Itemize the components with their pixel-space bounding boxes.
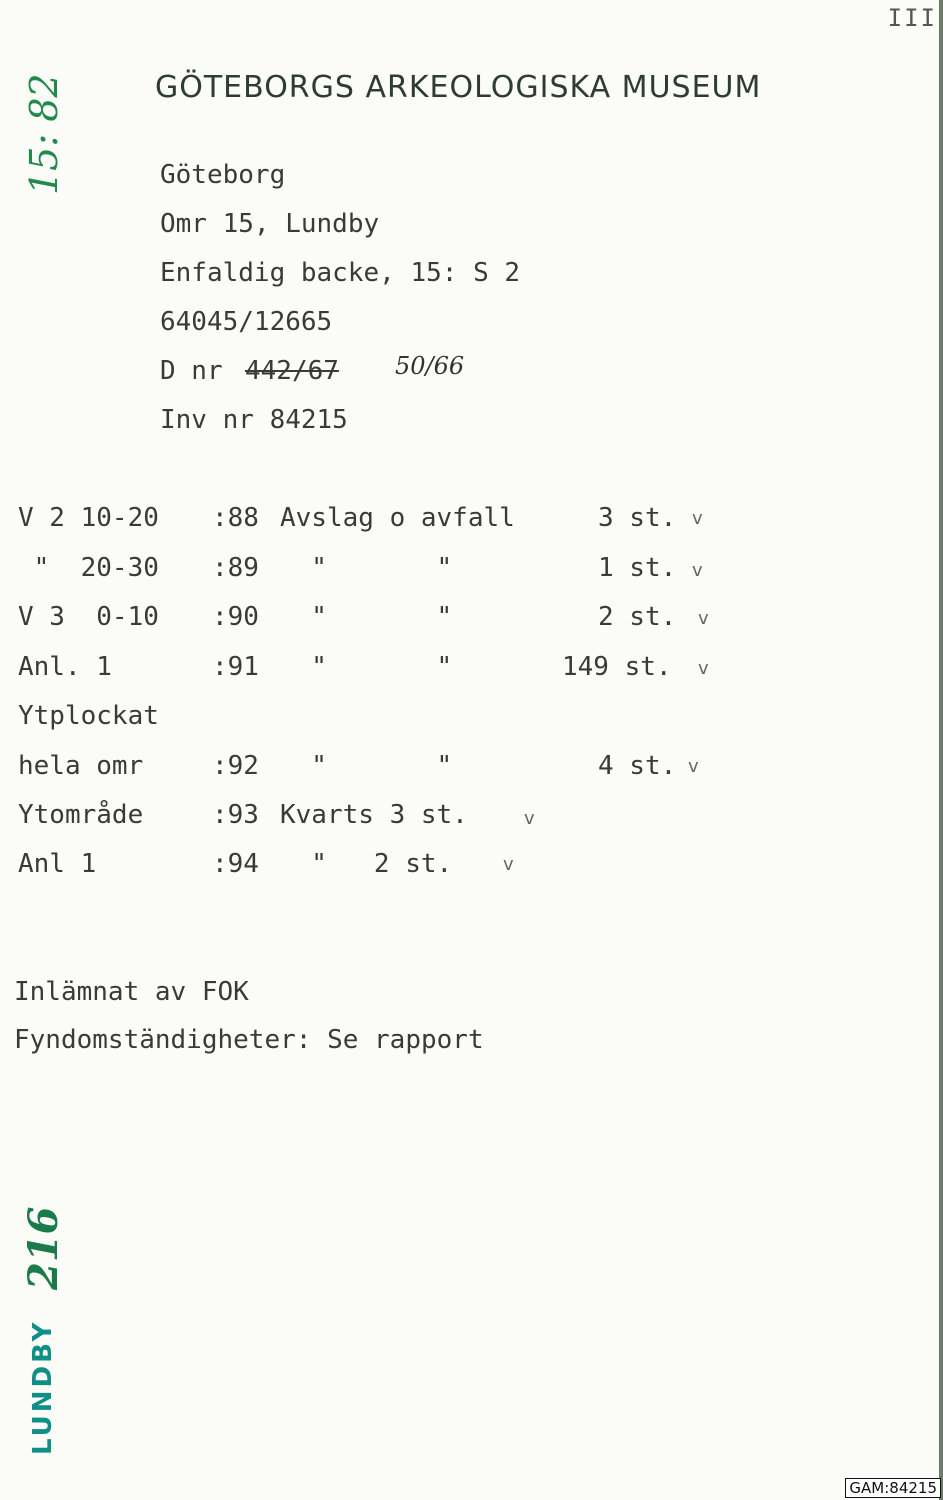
check-mark: v bbox=[692, 560, 703, 581]
row-num: :90 bbox=[212, 602, 259, 632]
row-desc: Kvarts 3 st. bbox=[280, 800, 468, 830]
info-coords: 64045/12665 bbox=[160, 307, 333, 337]
row-num: :91 bbox=[212, 652, 259, 682]
check-mark: v bbox=[503, 854, 514, 875]
corner-mark: III bbox=[887, 4, 937, 32]
row-count: 2 st. bbox=[598, 602, 677, 632]
find-circumstances: Fyndomständigheter: Se rapport bbox=[14, 1025, 484, 1055]
card-edge bbox=[939, 0, 943, 1500]
info-dnr-label: D nr bbox=[160, 356, 223, 386]
row-desc: " " bbox=[280, 751, 453, 781]
info-city: Göteborg bbox=[160, 160, 286, 190]
row-loc: hela omr bbox=[18, 751, 144, 781]
info-dnr-handwritten: 50/66 bbox=[395, 352, 465, 380]
row-desc: " " bbox=[280, 602, 453, 632]
row-num: :92 bbox=[212, 751, 259, 781]
submitted-by: Inlämnat av FOK bbox=[14, 977, 249, 1007]
row-desc: " 2 st. bbox=[280, 849, 453, 879]
check-mark: v bbox=[688, 756, 699, 777]
archive-id-label: GAM:84215 bbox=[845, 1478, 941, 1498]
handwritten-reference: 15: 82 bbox=[22, 73, 66, 195]
row-desc: Avslag o avfall bbox=[280, 503, 515, 533]
row-count: 4 st. bbox=[598, 751, 677, 781]
row-loc: Anl. 1 bbox=[18, 652, 112, 682]
check-mark: v bbox=[524, 808, 535, 829]
row-loc: " 20-30 bbox=[18, 553, 159, 583]
row-loc: V 2 10-20 bbox=[18, 503, 159, 533]
row-num: :94 bbox=[212, 849, 259, 879]
info-place: Enfaldig backe, 15: S 2 bbox=[160, 258, 521, 288]
row-num: :88 bbox=[212, 503, 259, 533]
info-dnr-struck: 442/67 bbox=[245, 356, 339, 386]
row-desc: " " bbox=[280, 553, 453, 583]
info-area: Omr 15, Lundby bbox=[160, 209, 380, 239]
lundby-stamp: LUNDBY bbox=[28, 1319, 58, 1455]
row-num: :89 bbox=[212, 553, 259, 583]
row-count: 149 st. bbox=[562, 652, 672, 682]
row-count: 3 st. bbox=[598, 503, 677, 533]
row-loc: Anl 1 bbox=[18, 849, 97, 879]
row-loc: Ytplockat bbox=[18, 701, 159, 731]
row-loc: Ytområde bbox=[18, 800, 144, 830]
info-inv: Inv nr 84215 bbox=[160, 405, 348, 435]
row-count: 1 st. bbox=[598, 553, 677, 583]
check-mark: v bbox=[692, 508, 703, 529]
row-loc: V 3 0-10 bbox=[18, 602, 159, 632]
row-desc: " " bbox=[280, 652, 453, 682]
check-mark: v bbox=[698, 608, 709, 629]
row-num: :93 bbox=[212, 800, 259, 830]
check-mark: v bbox=[698, 658, 709, 679]
handwritten-number: 216 bbox=[20, 1206, 67, 1290]
museum-header: GÖTEBORGS ARKEOLOGISKA MUSEUM bbox=[155, 70, 762, 105]
